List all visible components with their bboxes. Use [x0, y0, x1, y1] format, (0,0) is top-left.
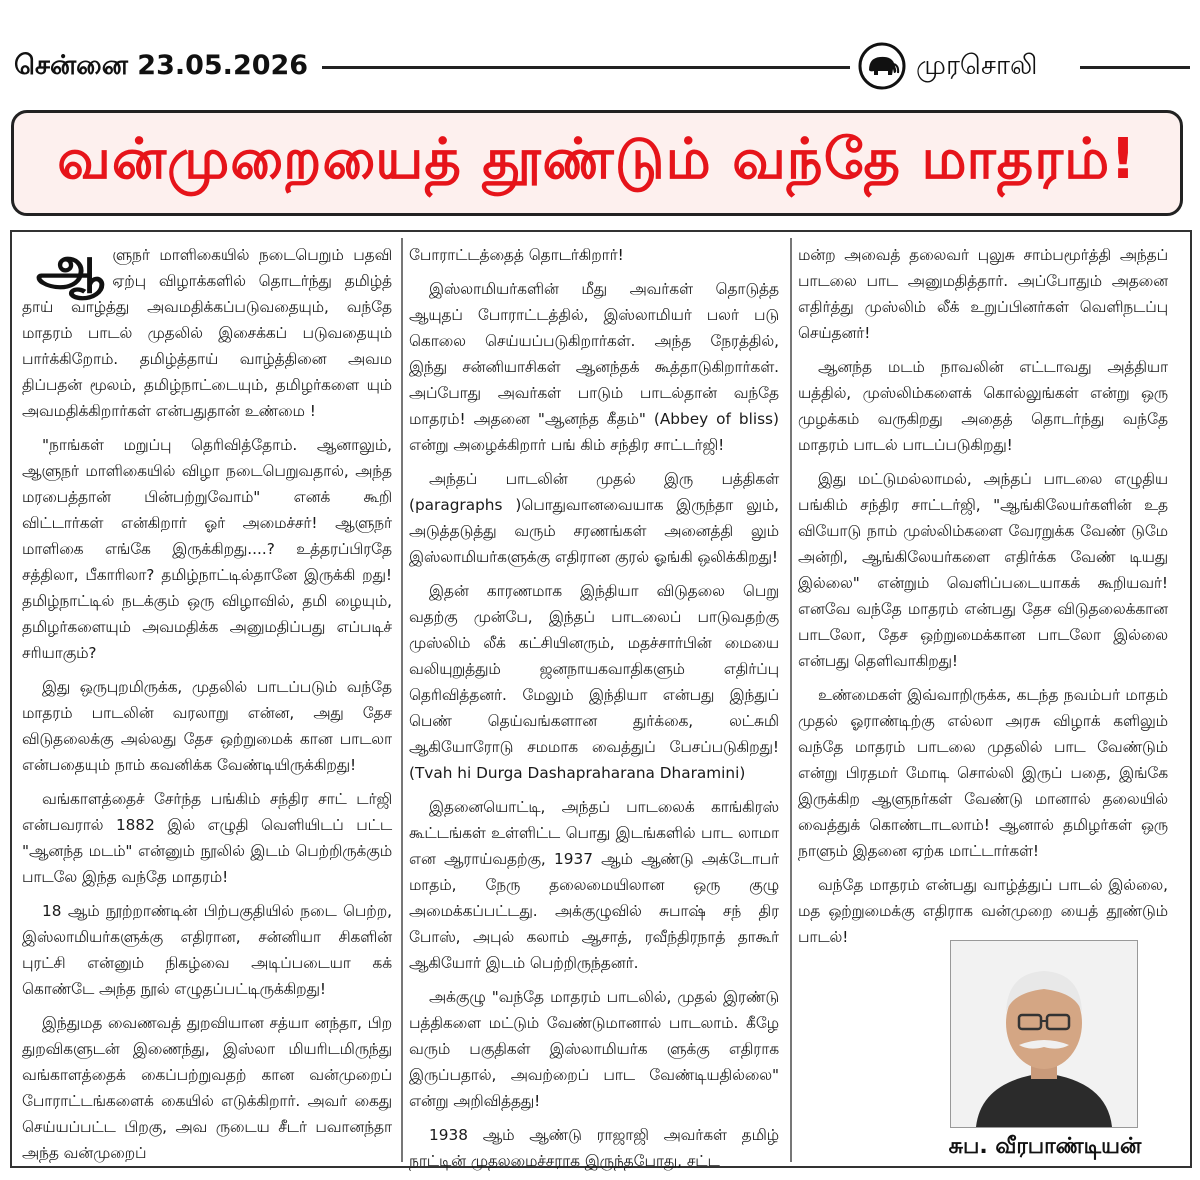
masthead-rule-right — [1080, 66, 1190, 69]
article-column-1 — [22, 234, 392, 1162]
newspaper-brand: முரசொலி — [916, 50, 1038, 81]
headline-box — [11, 110, 1183, 216]
elephant-logo-icon — [858, 42, 906, 90]
column-divider — [401, 238, 403, 1162]
article-paragraph: உண்மைகள் இவ்வாறிருக்க, கடந்த நவம்பர் மாதம் முதல் ஓராண்டிற்கு எல்லா அரசு விழாக் களிலும் வந்தே மாதரம் பாடலை முதலில் பாட வேண்டும் என்று பிரதமர் மோடி சொல்லி இருப் பதை, இங்கே இருக்கிற ஆளுநர்கள் வேண்டு மானால் தலையில் வைத்துக் கொண்டாடலாம்! ஆனால் தமிழர்கள் ஒரு நாளும் இதனை ஏற்க மாட்டார்கள்! — [798, 686, 1168, 860]
paragraph-text: ளுநர் மாளிகையில் நடைபெறும் பதவி ஏற்பு விழாக்களில் தொடர்ந்து தமிழ்த் தாய் வாழ்த்து அவமதிக்கப்படுவதையும், வந்தே மாதரம் பாடல் முதலில் இசைக்கப் படுவதையும் பார்க்கிறோம். தமிழ்த்தாய் வாழ்த்தினை அவம திப்பதன் மூலம், தமிழ்நாட்டையும், தமிழர்களை யும் அவமதிக்கிறார்கள் என்பதுதான் உண்மை ! — [22, 246, 392, 420]
headline: வன்முறையைத் தூண்டும் வந்தே மாதரம்! — [57, 127, 1137, 192]
masthead — [0, 0, 1200, 100]
article-paragraph: 1938 ஆம் ஆண்டு ராஜாஜி அவர்கள் தமிழ் நாட்டின் முதலமைச்சராக இருந்தபோது, சட்ட — [409, 1126, 779, 1170]
article-paragraph: போராட்டத்தைத் தொடர்கிறார்! — [409, 246, 624, 264]
article-paragraph: இது ஒருபுறமிருக்க, முதலில் பாடப்படும் வந்தே மாதரம் பாடலின் வரலாறு என்ன, அது தேச விடுதலைக்கு அல்லது தேச ஒற்றுமைக் கான பாடலா என்பதையும் நாம் கவனிக்க வேண்டியிருக்கிறது! — [22, 678, 392, 774]
article-paragraph: இஸ்லாமியர்களின் மீது அவர்கள் தொடுத்த ஆயுதப் போராட்டத்தில், இஸ்லாமியர் பலர் படு கொலை செய்யப்படுகிறார்கள். அந்த நேரத்தில், இந்து சன்னியாசிகள் ஆனந்தக் கூத்தாடுகிறார்கள். அப்போது அவர்கள் பாடும் பாடல்தான் வந்தே மாதரம்! அதனை "ஆனந்த கீதம்" (Abbey of bliss) என்று அழைக்கிறார் பங் கிம் சந்திர சாட்டர்ஜி! — [409, 280, 779, 454]
article-paragraph: இந்துமத வைணவத் துறவியான சத்யா னந்தா, பிற துறவிகளுடன் இணைந்து, இஸ்லா மியரிடமிருந்து வங்காளத்தைக் கைப்பற்றுவதற் கான வன்முறைப் போராட்டங்களைக் கையில் எடுக்கிறார். அவர் கைது செய்யப்பட்ட பிறகு, அவ ருடைய சீடர் பவானந்தா அந்த வன்முறைப் — [22, 1014, 392, 1162]
masthead-rule-left — [322, 66, 850, 69]
article-column-2 — [409, 242, 779, 1170]
dateline: சென்னை 23.05.2026 — [14, 50, 309, 81]
author-portrait-icon — [950, 940, 1138, 1128]
article-paragraph: அக்குழு "வந்தே மாதரம் பாடலில், முதல் இரண்டு பத்திகளை மட்டும் வேண்டுமானால் பாடலாம். கீழே வரும் பகுதிகள் இஸ்லாமியர்க ளுக்கு எதிராக இருப்பதால், அவற்றைப் பாட வேண்டியதில்லை" என்று அறிவித்தது! — [409, 988, 779, 1110]
article-paragraph: இதன் காரணமாக இந்தியா விடுதலை பெறு வதற்கு முன்பே, இந்தப் பாடலைப் பாடுவதற்கு முஸ்லிம் லீக் கட்சியினரும், மதச்சார்பின் மையை வலியுறுத்தும் ஜனநாயகவாதிகளும் எதிர்ப்பு தெரிவித்தனர். மேலும் இந்தியா என்பது இந்துப் பெண் தெய்வங்களான துர்க்கை, லட்சுமி ஆகியோரோடு சமமாக வைத்துப் பேசப்படுகிறது! (Tvah hi Durga Dashapraharana Dharamini) — [409, 582, 779, 782]
article-paragraph: இதனையொட்டி, அந்தப் பாடலைக் காங்கிரஸ் கூட்டங்கள் உள்ளிட்ட பொது இடங்களில் பாட லாமா என ஆராய்வதற்கு, 1937 ஆம் ஆண்டு அக்டோபர் மாதம், நேரு தலைமையிலான ஒரு குழு அமைக்கப்பட்டது. அக்குழுவில் சுபாஷ் சந் திர போஸ், அபுல் கலாம் ஆசாத், ரவீந்திரநாத் தாகூர் ஆகியோர் இடம் பெற்றிருந்தனர். — [409, 798, 779, 972]
article-paragraph — [22, 234, 392, 424]
article-paragraph: வந்தே மாதரம் என்பது வாழ்த்துப் பாடல் இல்லை, மத ஒற்றுமைக்கு எதிராக வன்முறை யைத் தூண்டும் பாடல்! — [798, 876, 1168, 946]
drop-cap: ஆ — [36, 234, 105, 297]
article-paragraph: வங்காளத்தைச் சேர்ந்த பங்கிம் சந்திர சாட் டர்ஜி என்பவரால் 1882 இல் எழுதி வெளியிடப் பட்ட "ஆனந்த மடம்" என்னும் நூலில் இடம் பெற்றிருக்கும் பாடலே இந்த வந்தே மாதரம்! — [22, 790, 392, 886]
article-paragraph: ஆனந்த மடம் நாவலின் எட்டாவது அத்தியா யத்தில், முஸ்லிம்களைக் கொல்லுங்கள் என்று ஒரு முழக்கம் வருகிறது அதைத் தொடர்ந்து வந்தே மாதரம் பாடல் பாடப்படுகிறது! — [798, 358, 1168, 454]
article-column-3 — [798, 242, 1168, 946]
article-paragraph: மன்ற அவைத் தலைவர் புலுசு சாம்பமூர்த்தி அந்தப் பாடலை பாட அனுமதித்தார். அப்போதும் அதனை எதிர்த்து முஸ்லிம் லீக் உறுப்பினர்கள் வெளிநடப்பு செய்தனர்! — [798, 246, 1168, 342]
article-paragraph: "நாங்கள் மறுப்பு தெரிவித்தோம். ஆனாலும், ஆளுநர் மாளிகையில் விழா நடைபெறுவதால், அந்த மரபைத்தான் பின்பற்றுவோம்" எனக் கூறி விட்டார்கள் என்கிறார் ஓர் அமைச்சர்! ஆளுநர் மாளிகை எங்கே இருக்கிறது....? உத்தரப்பிரதே சத்திலா, பீகாரிலா? தமிழ்நாட்டில்தானே இருக்கி றது! தமிழ்நாட்டில் நடக்கும் ஒரு விழாவில், தமி ழையும், தமிழர்களையும் அவமதிக்க அனுமதிப்பது எப்படிச் சரியாகும்? — [22, 436, 392, 662]
article-paragraph: 18 ஆம் நூற்றாண்டின் பிற்பகுதியில் நடை பெற்ற, இஸ்லாமியர்களுக்கு எதிரான, சன்னியா சிகளின் புரட்சி என்னும் நிகழ்வை அடிப்படையா கக் கொண்டே அந்த நூல் எழுதப்பட்டிருக்கிறது! — [22, 902, 392, 998]
article-paragraph: அந்தப் பாடலின் முதல் இரு பத்திகள் (paragraphs )பொதுவானவையாக இருந்தா லும், அடுத்தடுத்து வரும் சரணங்கள் அனைத்தி லும் இஸ்லாமியர்களுக்கு எதிரான குரல் ஓங்கி ஒலிக்கிறது! — [409, 470, 779, 566]
column-divider — [790, 238, 792, 1162]
author-name: சுப. வீரபாண்டியன் — [948, 1134, 1142, 1159]
article-paragraph: இது மட்டுமல்லாமல், அந்தப் பாடலை எழுதிய பங்கிம் சந்திர சாட்டர்ஜி, "ஆங்கிலேயர்களின் உத வியோடு நாம் முஸ்லிம்களை வேரறுக்க வேண் டுமே அன்றி, ஆங்கிலேயர்களை எதிர்க்க வேண் டியது இல்லை" என்றும் வெளிப்படையாகக் கூறியவர்! எனவே வந்தே மாதரம் என்பது தேச விடுதலைக்கான பாடலோ, தேச ஒற்றுமைக்கான பாடலோ இல்லை என்பது தெளிவாகிறது! — [798, 470, 1168, 670]
